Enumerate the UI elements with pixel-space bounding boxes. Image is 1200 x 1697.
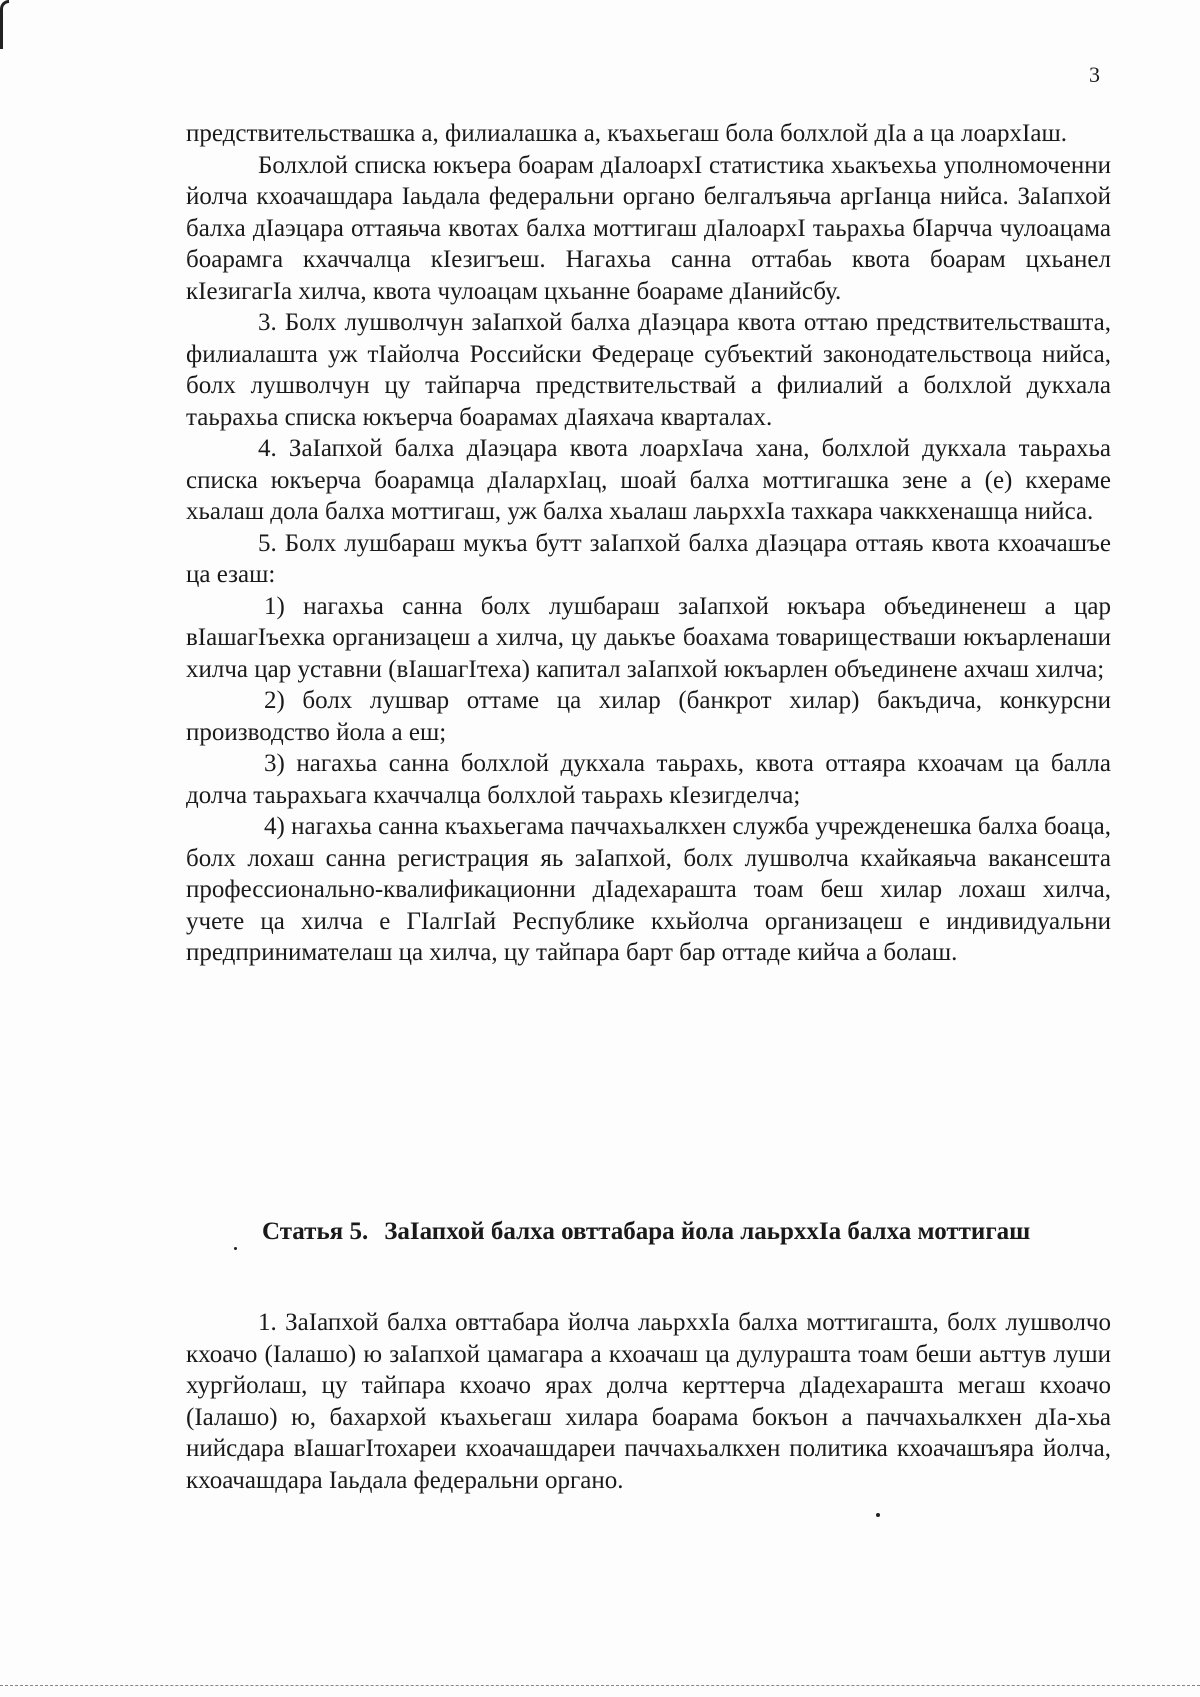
scan-speck (234, 1247, 237, 1250)
paragraph: 4. ЗаIапхой балха дIаэцара квота лоархIача хана, болхлой дукхала таьрахьа списка юкъерча боарамца дIалархIац, шоай балха моттигашка зене а (е) кхераме хьалаш дола балха моттигаш, уж балха хьалаш лаьрххIа тахкара чаккхенашца нийса. (186, 435, 1111, 525)
paragraph: 1. ЗаIапхой балха овттабара йолча лаьрххIа балха моттигашта, болх лушволчо кхоачо (Iалашо) ю заIапхой цамагара а кхоачаш ца дулурашта тоам беши аьттув луши хургйолаш, цу тайпара кхоачо ярах долча керттерча дIадехарашта мегаш кхоачо (Iалашо) ю, бахархой къахьегаш хилара боарама бокъон а паччахьалкхен дIа-хьа нийсдара вIашагIтохареи кхоачашдареи паччахьалкхен политика кхоачашъяра йолча, кхоачашдара Iаьдала федеральни органо. (186, 1309, 1111, 1494)
paragraph: Болхлой списка юкъера боарам дIалоархI статистика хьакъехьа уполномоченни йолча кхоачашдара Iаьдала федеральни органо белгалъяьча аргIанца нийса. ЗаIапхой балха дIаэцара оттаяьча квотах балха моттигаш дIалоархI таьрахьа бIарчча чулоацама боарамга кхаччалца кIезигъеш. Нагахьа санна оттабаь квота боарам цхьанел кIезигагIа хилча, квота чулоацам цхьанне боараме дIанийсбу. (186, 151, 1111, 305)
list-item: 4) нагахьа санна къахьегама паччахьалкхен служба учрежденешка балха боаца, болх лохаш санна регистрация яь заIапхой, болх лушволча кхайкаяьча вакансешта профессионально-квалификационни дIадехарашта тоам беш хилар лохаш хилча, учете ца хилча е ГIалгIай Республике кхьйолча организацеш е индивидуальни предпринимателаш ца хилча, цу тайпара барт бар оттаде кийча а болаш. (186, 813, 1111, 966)
article-body (186, 1307, 1111, 1496)
article-title: ЗаIапхой балха овттабара йола лаьрххIа балха моттигаш (384, 1218, 1031, 1245)
list-item: 2) болх лушвар оттаме ца хилар (банкрот хилар) бакъдича, конкурсни производство йола а еш; (186, 687, 1111, 746)
paragraph: 5. Болх лушбараш мукъа бутт заIапхой балха дIаэцара оттаяь квота кхоачашъе ца езаш: (186, 529, 1111, 588)
body-text (186, 118, 1111, 969)
article-heading (262, 1215, 1112, 1249)
page-number: 3 (1089, 62, 1100, 87)
paragraph: предствительствашка а, филиалашка а, къахьегаш бола болхлой дIа а ца лоархIаш. (186, 120, 1067, 147)
scan-bottom-line (0, 1685, 1200, 1687)
paragraph: 3. Болх лушволчун заIапхой балха дIаэцара квота оттаю предствительствашта, филиалашта уж тIайолча Российски Федераце субъектий законодательствоца нийса, болх лушволчун цу тайпарча предствительствай а филиалий а болхлой дукхала таьрахьа списка юкъерча боарамах дIаяхача кварталах. (186, 309, 1111, 431)
list-item: 3) нагахьа санна болхлой дукхала таьрахь, квота оттаяра кхоачам ца балла долча таьрахьага кхаччалца болхлой таьрахь кIезигделча; (186, 750, 1111, 809)
list-item: 1) нагахьа санна болх лушбараш заIапхой юкъара объединенеш а цар вIашагIъехка организацеш а хилча, цу даькъе боахама товариществаши юкъарленаши хилча цар уставни (вIашагIтеха) капитал заIапхой юкъарлен объединене ахчаш хилча; (186, 592, 1111, 683)
article-number: Статья 5. (262, 1218, 369, 1245)
scan-speck (876, 1513, 880, 1517)
scan-edge-mark (0, 0, 9, 49)
